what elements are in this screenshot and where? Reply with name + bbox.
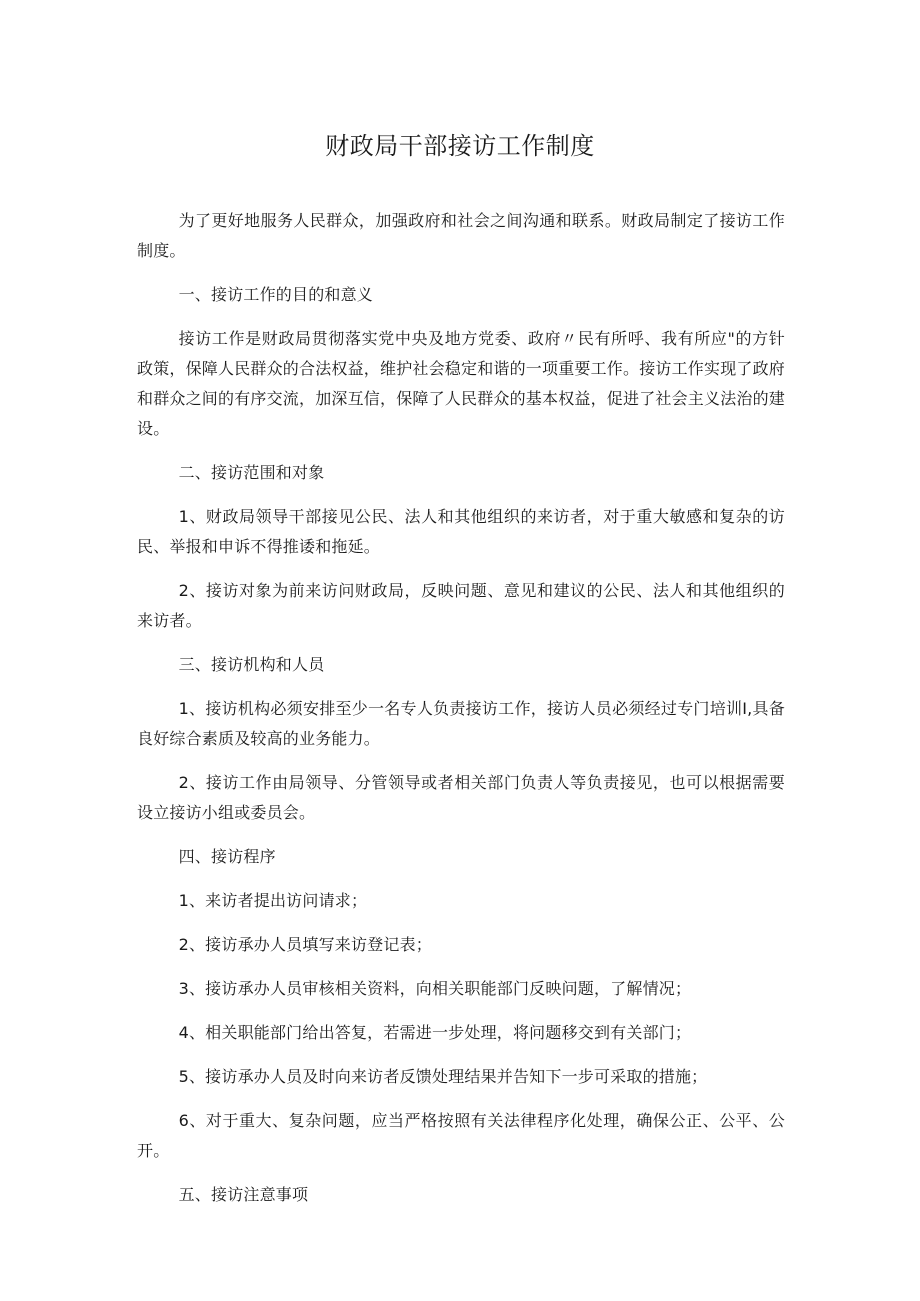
section-heading: 三、接访机构和人员 [178,655,325,674]
section-heading: 二、接访范围和对象 [178,463,325,482]
paragraph: 为了更好地服务人民群众，加强政府和社会之间沟通和联系。财政局制定了接访工作制度。 [137,211,785,260]
paragraph: 2、接访工作由局领导、分管领导或者相关部门负责人等负责接见，也可以根据需要设立接访小组或委员会。 [137,773,785,822]
paragraph: 1、财政局领导干部接见公民、法人和其他组织的来访者，对于重大敏感和复杂的访民、举报和申诉不得推诿和拖延。 [137,507,785,556]
section-heading: 四、接访程序 [178,847,276,866]
paragraph: 2、接访承办人员填写来访登记表； [178,935,432,954]
paragraph: 3、接访承办人员审核相关资料，向相关职能部门反映问题，了解情况； [178,979,692,998]
paragraph: 1、来访者提出访问请求； [178,891,368,910]
paragraph: 1、接访机构必须安排至少一名专人负责接访工作，接访人员必须经过专门培训I,具备良好综合素质及较高的业务能力。 [137,699,785,748]
section-heading: 一、接访工作的目的和意义 [178,285,373,304]
section-heading: 五、接访注意事项 [178,1185,309,1204]
document-title: 财政局干部接访工作制度 [325,132,595,160]
paragraph: 4、相关职能部门给出答复，若需进一步处理，将问题移交到有关部门； [178,1023,692,1042]
paragraph: 接访工作是财政局贯彻落实党中央及地方党委、政府〃民有所呼、我有所应"的方针政策，保障人民群众的合法权益，维护社会稳定和谐的一项重要工作。接访工作实现了政府和群众之间的有序交流，加深互信，保障了人民群众的基本权益，促进了社会主义法治的建设。 [137,329,786,438]
paragraph: 5、接访承办人员及时向来访者反馈处理结果并告知下一步可采取的措施； [178,1067,708,1086]
document-body [137,206,785,1224]
paragraph: 2、接访对象为前来访问财政局，反映问题、意见和建议的公民、法人和其他组织的来访者。 [137,581,785,630]
paragraph: 6、对于重大、复杂问题，应当严格按照有关法律程序化处理，确保公正、公平、公开。 [137,1111,785,1160]
